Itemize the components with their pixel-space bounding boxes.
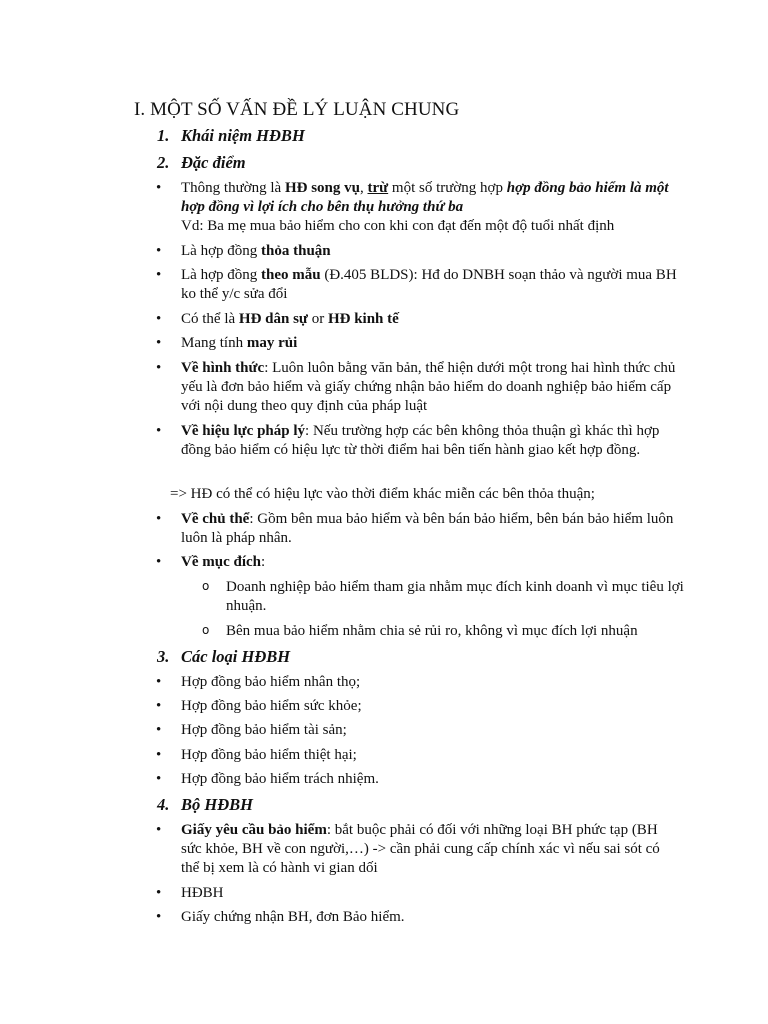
- section-number: 3.: [157, 647, 170, 666]
- list-item: • Giấy chứng nhận BH, đơn Bảo hiểm.: [181, 908, 681, 927]
- example-text: Vd: Ba mẹ mua bảo hiểm cho con khi con đạt đến một độ tuổi nhất định: [181, 218, 615, 234]
- section-1-heading: [157, 126, 305, 146]
- list-item: • HĐBH: [181, 884, 681, 903]
- list-item: [181, 510, 681, 548]
- item-bold: HĐ dân sự: [238, 311, 308, 327]
- item-bold: Về chủ thể: [181, 511, 250, 527]
- item-bold: theo mẫu: [261, 267, 321, 283]
- list-item: [181, 310, 681, 329]
- item-text: Thông thường là: [181, 180, 285, 196]
- item-text: : Nếu trường hợp các bên không thỏa thuận gì khác thì hợp đồng bảo hiểm có hiệu lực từ thời điểm hai bên tiến hành giao kết hợp đồng.: [181, 423, 660, 458]
- item-text: : Luôn luôn bằng văn bản, thể hiện dưới một trong hai hình thức chủ yếu là đơn bảo hiểm và giấy chứng nhận bảo hiểm do doanh nghiệp bảo hiểm cấp với nội dung theo quy định của pháp luật: [181, 360, 676, 414]
- item-text: :: [261, 554, 266, 570]
- section-number: 4.: [157, 795, 170, 814]
- list-item: [181, 266, 681, 304]
- item-text: ,: [360, 180, 368, 196]
- list-item: [181, 422, 681, 460]
- list-item: [181, 242, 681, 261]
- list-item: • Hợp đồng bảo hiểm tài sản;: [181, 721, 681, 740]
- list-item: • Hợp đồng bảo hiểm trách nhiệm.: [181, 770, 681, 789]
- item-bold: Giấy yêu cầu bảo hiểm: [181, 822, 327, 838]
- section-number: 1.: [157, 126, 170, 145]
- list-item: [181, 179, 681, 236]
- section-4-heading: [157, 795, 253, 815]
- item-text: một số trường hợp: [388, 180, 507, 196]
- item-bold: Về mục đích: [181, 554, 261, 570]
- list-item: [181, 334, 681, 353]
- list-item: [181, 821, 681, 878]
- item-bold: HĐ song vụ: [284, 180, 360, 196]
- section-label: Các loại HĐBH: [181, 647, 291, 666]
- document-title: I. MỘT SỐ VẤN ĐỀ LÝ LUẬN CHUNG: [134, 99, 460, 120]
- item-bold: may rủi: [246, 335, 298, 351]
- section-2-heading: [157, 153, 246, 173]
- section-label: Đặc điểm: [181, 153, 246, 172]
- sub-list-item: o Bên mua bảo hiểm nhằm chia sẻ rủi ro, không vì mục đích lợi nhuận: [226, 622, 686, 641]
- list-item: • Hợp đồng bảo hiểm nhân thọ;: [181, 673, 681, 692]
- list-item: • Hợp đồng bảo hiểm sức khỏe;: [181, 697, 681, 716]
- item-bold: Về hình thức: [181, 360, 265, 376]
- section-3-heading: [157, 647, 290, 667]
- item-text: Có thể là: [181, 311, 239, 327]
- item-text: : Gồm bên mua bảo hiểm và bên bán bảo hiểm, bên bán bảo hiểm luôn luôn là pháp nhân.: [181, 511, 674, 546]
- list-item: [181, 359, 681, 416]
- item-text: Mang tính: [181, 335, 247, 351]
- sub-list-item: o Doanh nghiệp bảo hiểm tham gia nhằm mục đích kinh doanh vì mục tiêu lợi nhuận.: [226, 578, 686, 616]
- item-bold: Về hiệu lực pháp lý: [181, 423, 306, 439]
- item-bold-underline: trừ: [367, 180, 389, 196]
- section-label: Bộ HĐBH: [181, 795, 253, 814]
- item-bold: HĐ kinh tế: [327, 311, 399, 327]
- item-text: Là hợp đồng: [181, 267, 262, 283]
- item-text: (Đ.405 BLDS): Hđ do DNBH soạn thảo và người mua BH ko thể y/c sửa đổi: [181, 267, 677, 302]
- section-label: Khái niệm HĐBH: [181, 126, 305, 145]
- list-item: • Hợp đồng bảo hiểm thiệt hại;: [181, 746, 681, 765]
- note-text: => HĐ có thể có hiệu lực vào thời điểm khác miễn các bên thỏa thuận;: [170, 486, 595, 502]
- item-bold: thỏa thuận: [261, 243, 331, 259]
- list-item: [181, 553, 681, 572]
- item-text: Là hợp đồng: [181, 243, 262, 259]
- item-text: or: [307, 311, 328, 327]
- item-bold-italic: hợp đồng bảo hiểm là một hợp đồng vì lợi ích cho bên thụ hưởng thứ ba: [181, 180, 669, 215]
- item-text: : bắt buộc phải có đối với những loại BH phức tạp (BH sức khỏe, BH về con người,…) -> cần phải cung cấp chính xác vì nếu sai sót có thể bị xem là có hành vi gian dối: [181, 822, 660, 876]
- section-number: 2.: [157, 153, 170, 172]
